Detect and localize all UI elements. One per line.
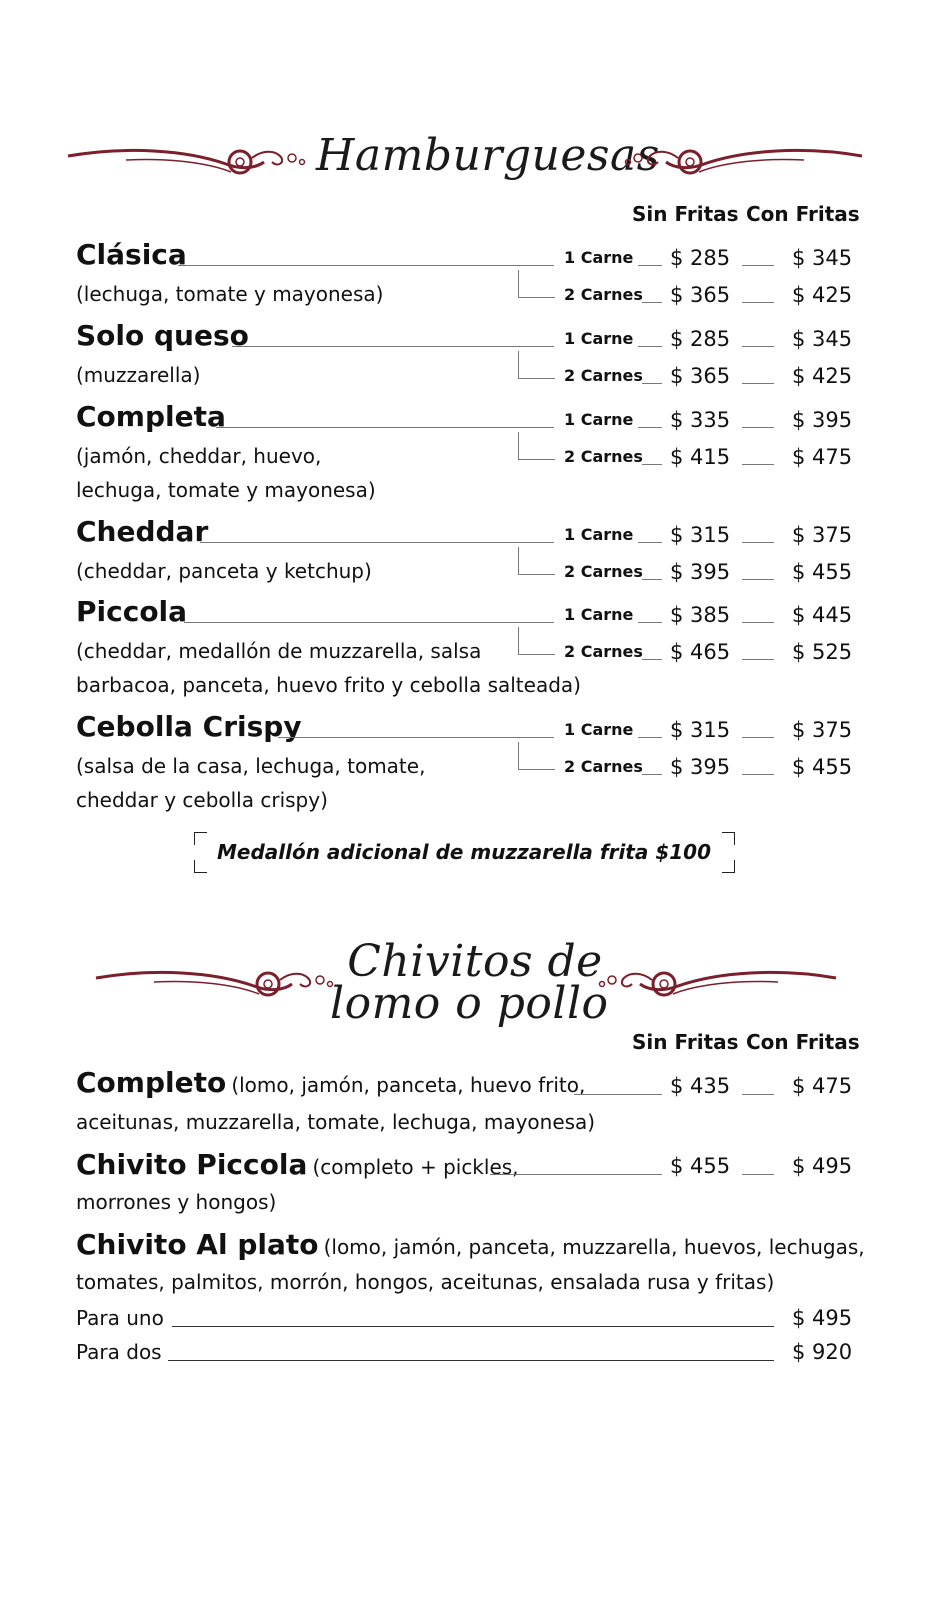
al-plato-option-price: $ 495 <box>792 1306 853 1330</box>
leader-line <box>642 464 662 465</box>
leader-line <box>638 427 662 428</box>
name-leader-line <box>232 346 554 347</box>
burger-name: Piccola <box>76 595 188 628</box>
leader-line <box>638 265 662 266</box>
price-con-fritas: $ 345 <box>792 327 853 351</box>
extra-medallion-note: Medallón adicional de muzzarella frita $100 <box>216 840 711 864</box>
chivito-piccola-price-sin: $ 455 <box>670 1154 731 1178</box>
price-con-fritas: $ 425 <box>792 364 853 388</box>
note-corner-br <box>722 860 735 873</box>
burger-name: Completa <box>76 400 226 433</box>
leader-line <box>742 302 774 303</box>
burgers-col-con-fritas: Con Fritas <box>746 202 860 226</box>
price-sin-fritas: $ 365 <box>670 364 731 388</box>
carne-label: 1 Carne <box>564 720 634 739</box>
price-con-fritas: $ 395 <box>792 408 853 432</box>
carne-label: 2 Carnes <box>564 562 643 581</box>
price-con-fritas: $ 525 <box>792 640 853 664</box>
price-con-fritas: $ 475 <box>792 445 853 469</box>
price-con-fritas: $ 455 <box>792 755 853 779</box>
chivito-al-plato-desc: (lomo, jamón, panceta, muzzarella, huevos, lechugas, <box>323 1235 865 1259</box>
price-con-fritas: $ 375 <box>792 718 853 742</box>
burger-desc: barbacoa, panceta, huevo frito y cebolla salteada) <box>76 673 581 697</box>
leader-line <box>642 579 662 580</box>
leader-line <box>574 1094 662 1095</box>
chivito-completo-name: Completo <box>76 1066 227 1099</box>
price-con-fritas: $ 455 <box>792 560 853 584</box>
price-con-fritas: $ 445 <box>792 603 853 627</box>
al-plato-option-label: Para dos <box>76 1340 162 1364</box>
flourish-right-icon <box>614 138 864 180</box>
leader-line <box>638 622 662 623</box>
price-sin-fritas: $ 365 <box>670 283 731 307</box>
carnes-bracket <box>518 742 555 770</box>
carne-label: 1 Carne <box>564 605 634 624</box>
burger-name: Solo queso <box>76 319 249 352</box>
leader-line <box>742 579 774 580</box>
leader-line <box>742 427 774 428</box>
leader-line <box>490 1174 662 1175</box>
al-plato-option-price: $ 920 <box>792 1340 853 1364</box>
burger-name: Clásica <box>76 238 187 271</box>
al-plato-option-label: Para uno <box>76 1306 164 1330</box>
price-sin-fritas: $ 315 <box>670 718 731 742</box>
leader-line <box>742 346 774 347</box>
carnes-bracket <box>518 547 555 575</box>
carne-label: 2 Carnes <box>564 757 643 776</box>
chivitos-title-line2: lomo o pollo <box>330 978 609 1029</box>
carne-label: 1 Carne <box>564 410 634 429</box>
chivito-al-plato-desc2: tomates, palmitos, morrón, hongos, aceitunas, ensalada rusa y fritas) <box>76 1270 775 1294</box>
leader-line <box>638 346 662 347</box>
leader-line <box>742 622 774 623</box>
price-sin-fritas: $ 415 <box>670 445 731 469</box>
chivito-al-plato-heading <box>76 1228 865 1261</box>
price-con-fritas: $ 345 <box>792 246 853 270</box>
flourish-left-icon <box>66 138 316 180</box>
chivito-al-plato-name: Chivito Al plato <box>76 1228 319 1261</box>
chivito-completo-desc: (lomo, jamón, panceta, huevo frito, <box>231 1073 586 1097</box>
leader-line <box>742 464 774 465</box>
leader-line <box>742 774 774 775</box>
leader-line <box>742 1174 774 1175</box>
price-sin-fritas: $ 285 <box>670 246 731 270</box>
burger-desc: (lechuga, tomate y mayonesa) <box>76 282 384 306</box>
leader-line <box>742 542 774 543</box>
carne-label: 2 Carnes <box>564 366 643 385</box>
price-con-fritas: $ 375 <box>792 523 853 547</box>
chivito-piccola-price-con: $ 495 <box>792 1154 853 1178</box>
leader-line <box>642 774 662 775</box>
leader-line <box>642 383 662 384</box>
name-leader-line <box>200 542 554 543</box>
flourish-right-icon <box>588 960 838 1002</box>
price-sin-fritas: $ 315 <box>670 523 731 547</box>
leader-line <box>742 659 774 660</box>
burger-desc: lechuga, tomate y mayonesa) <box>76 478 376 502</box>
carne-label: 2 Carnes <box>564 285 643 304</box>
note-corner-tr <box>722 832 735 845</box>
chivito-piccola-heading <box>76 1148 519 1181</box>
carne-label: 1 Carne <box>564 329 634 348</box>
name-leader-line <box>278 737 554 738</box>
burgers-title: Hamburguesas <box>316 130 660 181</box>
burger-desc: (cheddar, panceta y ketchup) <box>76 559 372 583</box>
burgers-col-sin-fritas: Sin Fritas <box>632 202 739 226</box>
carnes-bracket <box>518 270 555 298</box>
name-leader-line <box>216 427 554 428</box>
price-sin-fritas: $ 395 <box>670 755 731 779</box>
carnes-bracket <box>518 627 555 655</box>
price-sin-fritas: $ 335 <box>670 408 731 432</box>
leader-line <box>638 542 662 543</box>
price-sin-fritas: $ 465 <box>670 640 731 664</box>
chivito-piccola-desc: (completo + pickles, <box>312 1155 519 1179</box>
leader-line <box>742 1094 774 1095</box>
chivito-completo-heading <box>76 1066 585 1099</box>
burger-name: Cheddar <box>76 515 209 548</box>
leader-line <box>742 383 774 384</box>
burger-desc: (salsa de la casa, lechuga, tomate, <box>76 754 426 778</box>
leader-line <box>172 1326 774 1327</box>
leader-line <box>742 737 774 738</box>
carnes-bracket <box>518 351 555 379</box>
chivitos-title-line1: Chivitos de <box>347 936 603 987</box>
price-sin-fritas: $ 395 <box>670 560 731 584</box>
carne-label: 1 Carne <box>564 248 634 267</box>
carne-label: 2 Carnes <box>564 447 643 466</box>
chivito-completo-desc2: aceitunas, muzzarella, tomate, lechuga, mayonesa) <box>76 1110 596 1134</box>
chivitos-col-con-fritas: Con Fritas <box>746 1030 860 1054</box>
burger-name: Cebolla Crispy <box>76 710 302 743</box>
leader-line <box>642 659 662 660</box>
carnes-bracket <box>518 432 555 460</box>
chivito-completo-price-con: $ 475 <box>792 1074 853 1098</box>
burger-desc: (jamón, cheddar, huevo, <box>76 444 322 468</box>
carne-label: 2 Carnes <box>564 642 643 661</box>
name-leader-line <box>178 265 554 266</box>
chivito-piccola-desc2: morrones y hongos) <box>76 1190 277 1214</box>
chivitos-col-sin-fritas: Sin Fritas <box>632 1030 739 1054</box>
leader-line <box>638 737 662 738</box>
leader-line <box>168 1360 774 1361</box>
carne-label: 1 Carne <box>564 525 634 544</box>
burger-desc: cheddar y cebolla crispy) <box>76 788 328 812</box>
price-con-fritas: $ 425 <box>792 283 853 307</box>
price-sin-fritas: $ 285 <box>670 327 731 351</box>
name-leader-line <box>184 622 554 623</box>
chivito-piccola-name: Chivito Piccola <box>76 1148 308 1181</box>
leader-line <box>742 265 774 266</box>
chivito-completo-price-sin: $ 435 <box>670 1074 731 1098</box>
price-sin-fritas: $ 385 <box>670 603 731 627</box>
burger-desc: (muzzarella) <box>76 363 201 387</box>
flourish-left-icon <box>94 960 344 1002</box>
burger-desc: (cheddar, medallón de muzzarella, salsa <box>76 639 482 663</box>
leader-line <box>642 302 662 303</box>
